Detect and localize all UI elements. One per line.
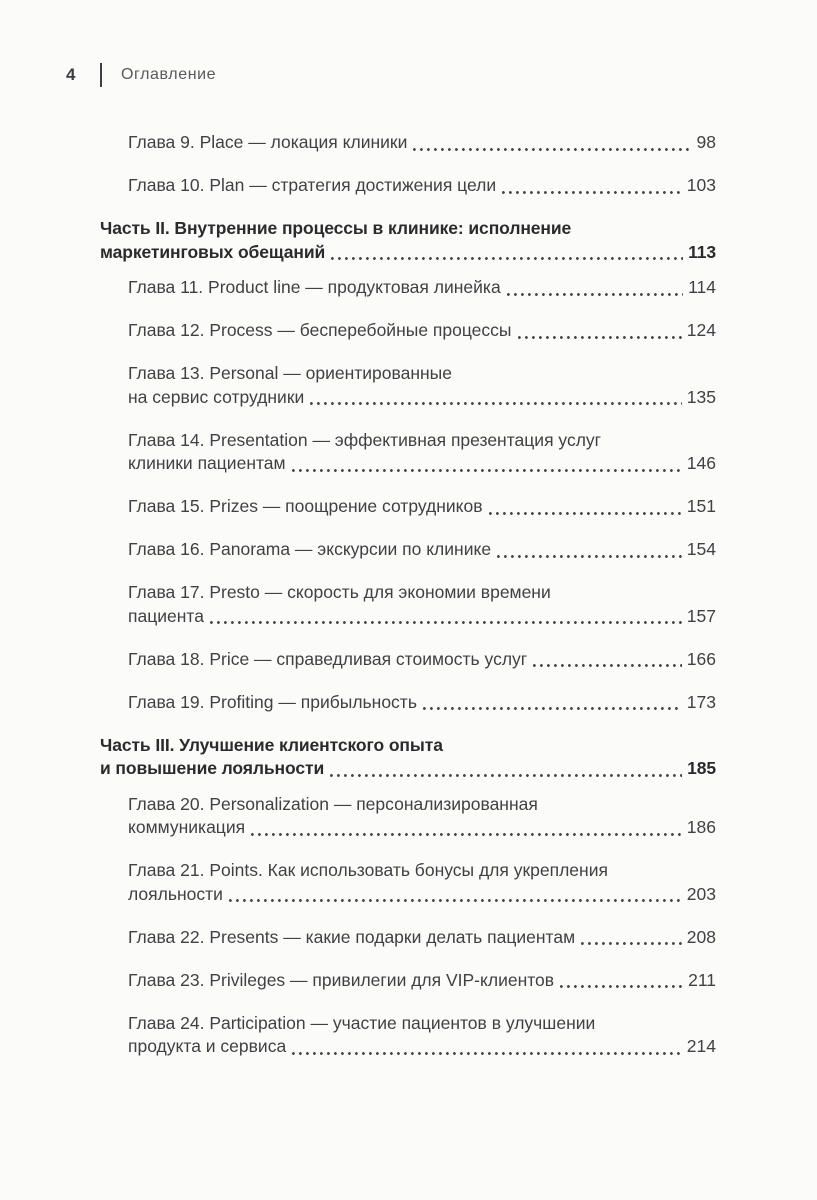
toc-entry-line bbox=[128, 859, 716, 883]
running-head-title: Оглавление bbox=[120, 66, 217, 83]
dot-leader bbox=[229, 899, 682, 902]
chapter-title-text: продукта и сервиса bbox=[128, 1036, 287, 1056]
dot-leader bbox=[251, 833, 682, 836]
toc-chapter-entry bbox=[100, 926, 716, 950]
toc-entry-line bbox=[128, 648, 716, 672]
toc-chapter-entry bbox=[100, 131, 716, 155]
dot-leader bbox=[560, 985, 683, 988]
toc-chapter-entry bbox=[100, 793, 716, 840]
toc-page-number: 185 bbox=[687, 758, 716, 778]
chapter-title-text: пациента bbox=[128, 605, 204, 626]
toc-page-number: 173 bbox=[686, 691, 716, 712]
chapter-title-text: Глава 20. Personalization — персонализированная bbox=[128, 793, 538, 814]
toc-chapter-entry bbox=[100, 691, 716, 715]
chapter-title-text: Глава 21. Points. Как использовать бонусы для укрепления bbox=[128, 860, 608, 880]
toc-page-number: 124 bbox=[686, 320, 716, 340]
toc-chapter-entry bbox=[100, 969, 716, 993]
toc-entry-line bbox=[128, 1035, 716, 1059]
dot-leader bbox=[518, 336, 682, 339]
toc-entry-line bbox=[128, 495, 716, 519]
toc-entry-line bbox=[128, 581, 716, 605]
toc-page-number: 186 bbox=[686, 817, 716, 837]
toc-page-number: 98 bbox=[696, 132, 716, 152]
toc-entry-line bbox=[128, 793, 716, 817]
toc-entry-line bbox=[128, 131, 716, 155]
toc-page-number: 166 bbox=[686, 648, 716, 669]
chapter-title-text: Глава 22. Presents — какие подарки делать пациентам bbox=[128, 926, 576, 947]
part-title-text: Часть III. Улучшение клиентского опыта bbox=[100, 734, 443, 755]
toc-entry-line bbox=[128, 538, 716, 562]
dot-leader bbox=[331, 257, 683, 260]
toc-entry-line bbox=[128, 1012, 716, 1036]
toc-page-number: 214 bbox=[686, 1036, 716, 1056]
toc-list bbox=[100, 131, 716, 1078]
chapter-title-text: Глава 23. Privileges — привилегии для VIP-клиентов bbox=[128, 969, 555, 990]
dot-leader bbox=[210, 621, 682, 624]
toc-entry-line bbox=[128, 174, 716, 198]
toc-page-number: 103 bbox=[686, 175, 716, 195]
dot-leader bbox=[292, 469, 682, 472]
toc-page-number: 151 bbox=[686, 496, 716, 516]
toc-entry-line bbox=[128, 386, 716, 410]
dot-leader bbox=[292, 1052, 682, 1055]
toc-page-number: 211 bbox=[688, 969, 716, 990]
toc-entry-line bbox=[128, 883, 716, 907]
toc-chapter-entry bbox=[100, 362, 716, 409]
toc-page-number: 203 bbox=[686, 883, 716, 904]
toc-entry-line bbox=[128, 605, 716, 629]
toc-page-number: 113 bbox=[688, 241, 716, 262]
toc-chapter-entry bbox=[100, 648, 716, 672]
dot-leader bbox=[533, 664, 682, 667]
dot-leader bbox=[413, 148, 691, 151]
toc-entry-line bbox=[128, 452, 716, 476]
toc-entry-line bbox=[128, 969, 716, 993]
toc-entry-line bbox=[128, 816, 716, 840]
chapter-title-text: на сервис сотрудники bbox=[128, 386, 305, 407]
dot-leader bbox=[330, 774, 682, 777]
toc-entry-line bbox=[128, 276, 716, 300]
toc-part-heading bbox=[100, 217, 716, 264]
toc-chapter-entry bbox=[100, 581, 716, 628]
toc-page-number: 157 bbox=[686, 605, 716, 626]
toc-page-number: 154 bbox=[686, 539, 716, 559]
toc-part-heading bbox=[100, 734, 716, 781]
part-title-text: маркетинговых обещаний bbox=[100, 241, 326, 262]
toc-chapter-entry bbox=[100, 276, 716, 300]
chapter-title-text: Глава 9. Place — локация клиники bbox=[128, 132, 408, 152]
toc-page-number: 146 bbox=[686, 453, 716, 473]
chapter-title-text: коммуникация bbox=[128, 817, 246, 837]
chapter-title-text: Глава 12. Process — бесперебойные процессы bbox=[128, 320, 512, 340]
toc-entry-line bbox=[128, 319, 716, 343]
toc-page-number: 135 bbox=[686, 386, 716, 407]
part-title-text: Часть II. Внутренние процессы в клинике: исполнение bbox=[100, 218, 572, 238]
chapter-title-text: Глава 24. Participation — участие пациентов в улучшении bbox=[128, 1012, 596, 1033]
toc-entry-line bbox=[100, 241, 716, 265]
dot-leader bbox=[502, 191, 682, 194]
chapter-title-text: Глава 18. Price — справедливая стоимость услуг bbox=[128, 648, 528, 669]
dot-leader bbox=[423, 707, 682, 710]
part-title-text: и повышение лояльности bbox=[100, 758, 325, 778]
dot-leader bbox=[489, 512, 682, 515]
chapter-title-text: Глава 11. Product line — продуктовая линейка bbox=[128, 277, 501, 297]
dot-leader bbox=[497, 555, 682, 558]
chapter-title-text: Глава 15. Prizes — поощрение сотрудников bbox=[128, 496, 483, 516]
chapter-title-text: клиники пациентам bbox=[128, 453, 286, 473]
chapter-title-text: Глава 17. Presto — скорость для экономии времени bbox=[128, 582, 551, 602]
dot-leader bbox=[581, 942, 682, 945]
header-divider bbox=[100, 63, 102, 87]
toc-chapter-entry bbox=[100, 174, 716, 198]
toc-chapter-entry bbox=[100, 319, 716, 343]
page-number-folio: 4 bbox=[66, 65, 76, 84]
chapter-title-text: Глава 14. Presentation — эффективная презентация услуг bbox=[128, 429, 602, 450]
chapter-title-text: Глава 13. Personal — ориентированные bbox=[128, 363, 452, 383]
running-head bbox=[66, 62, 216, 88]
toc-entry-line bbox=[100, 757, 716, 781]
toc-chapter-entry bbox=[100, 859, 716, 906]
chapter-title-text: Глава 19. Profiting — прибыльность bbox=[128, 691, 417, 712]
toc-chapter-entry bbox=[100, 495, 716, 519]
toc-chapter-entry bbox=[100, 429, 716, 476]
toc-chapter-entry bbox=[100, 1012, 716, 1059]
toc-entry-line bbox=[100, 734, 716, 758]
toc-page-number: 114 bbox=[688, 277, 716, 297]
toc-entry-line bbox=[100, 217, 716, 241]
toc-entry-line bbox=[128, 429, 716, 453]
toc-entry-line bbox=[128, 362, 716, 386]
chapter-title-text: лояльности bbox=[128, 883, 223, 904]
dot-leader bbox=[310, 402, 682, 405]
chapter-title-text: Глава 16. Panorama — экскурсии по клинике bbox=[128, 539, 492, 559]
toc-entry-line bbox=[128, 926, 716, 950]
toc-page-number: 208 bbox=[686, 926, 716, 947]
toc-entry-line bbox=[128, 691, 716, 715]
chapter-title-text: Глава 10. Plan — стратегия достижения цели bbox=[128, 175, 497, 195]
toc-chapter-entry bbox=[100, 538, 716, 562]
dot-leader bbox=[507, 293, 683, 296]
